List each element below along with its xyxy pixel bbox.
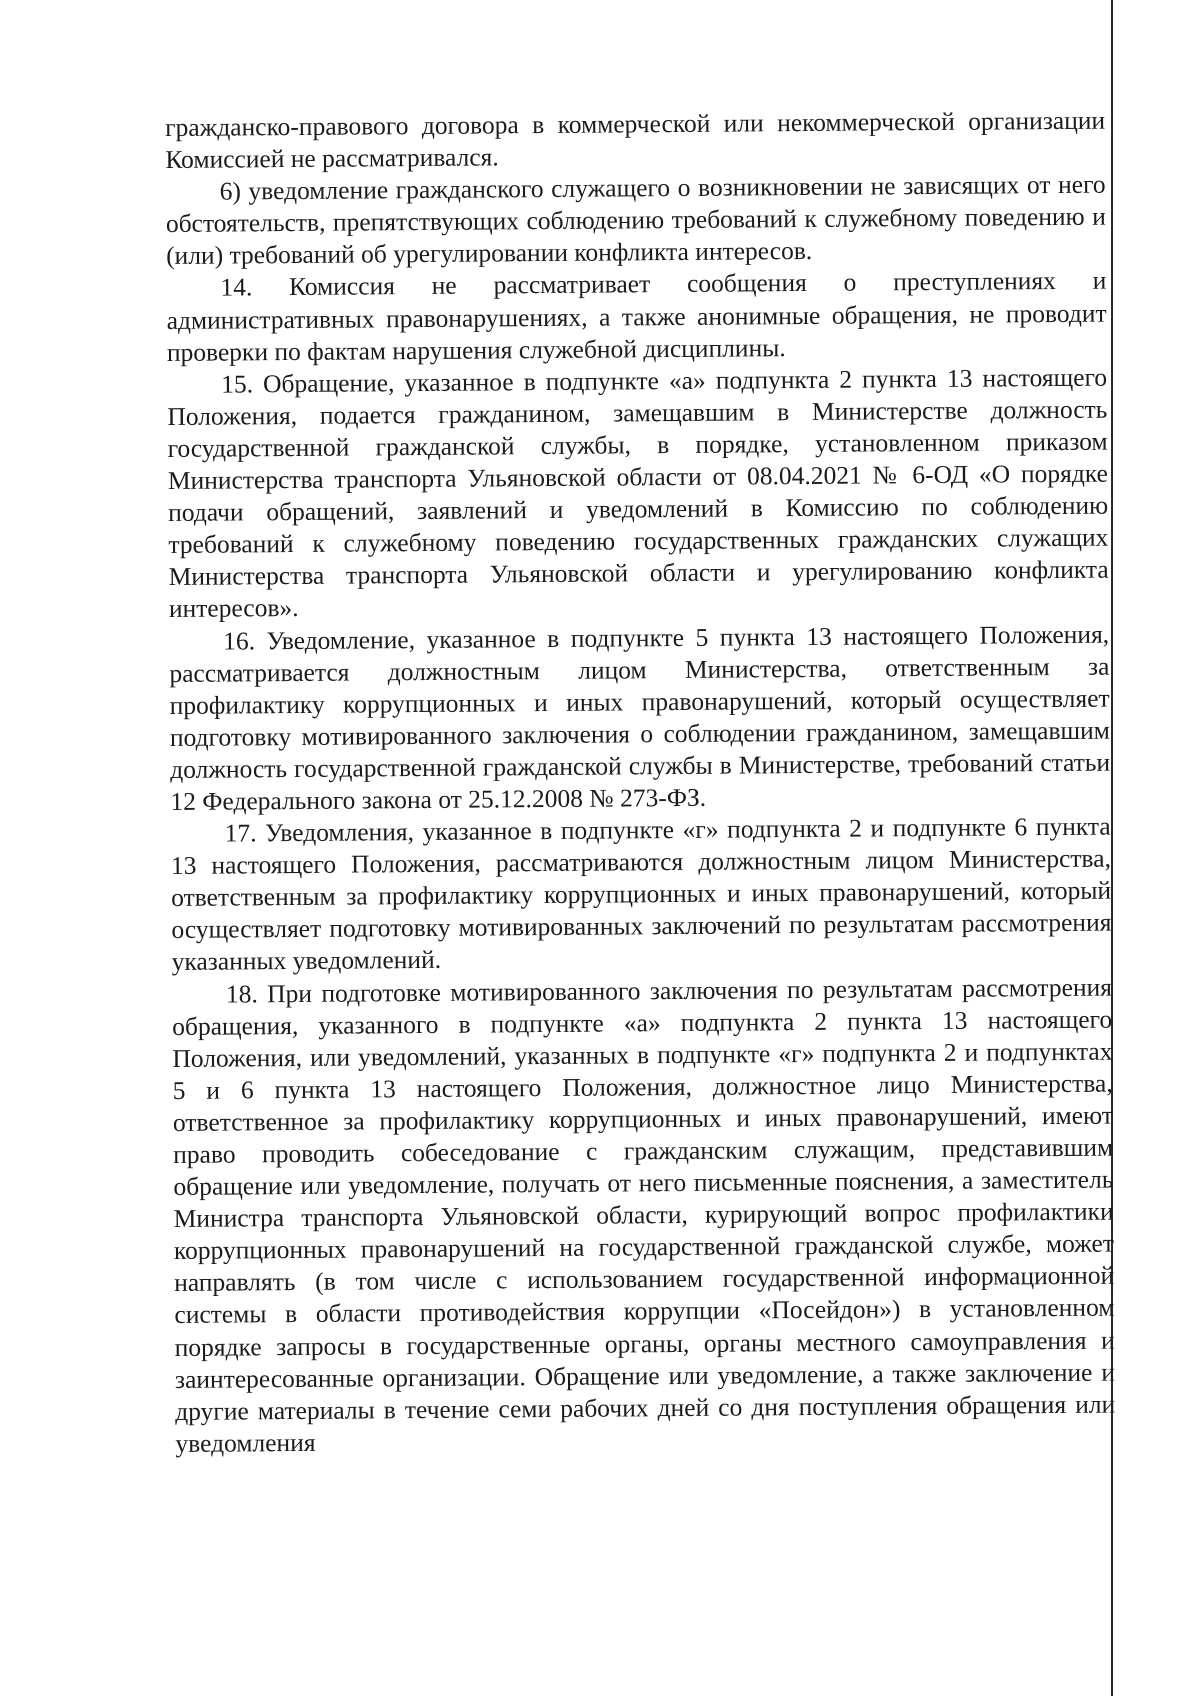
paragraph-17: 17. Уведомления, указанное в подпункте «г» подпункта 2 и подпункте 6 пункта 13 настоящего Положения, рассматриваются должностным лицом Министерства, ответственным за профилактику коррупционных и иных правонарушений, который осуществляет подготовку мотивированных заключений по результатам рассмотрения указанных уведомлений. bbox=[170, 811, 1112, 977]
paragraph-14: 14. Комиссия не рассматривает сообщения о преступлениях и административных правонарушениях, а также анонимные обращения, не проводит проверки по фактам нарушения служебной дисциплины. bbox=[166, 266, 1107, 367]
paragraph-continuation: гражданско-правового договора в коммерческой или некоммерческой организации Комиссией не рассматривался. bbox=[165, 105, 1106, 175]
document-body bbox=[165, 105, 1116, 1460]
paragraph-16: 16. Уведомление, указанное в подпункте 5 пункта 13 настоящего Положения, рассматривается должностным лицом Министерства, ответственным за профилактику коррупционных и иных правонарушений, который осуществляет подготовку мотивированного заключения о соблюдении гражданином, замещавшим должность государственной гражданской службы в Министерстве, требований статьи 12 Федерального закона от 25.12.2008 № 273-ФЗ. bbox=[169, 619, 1111, 816]
paragraph-15: 15. Обращение, указанное в подпункте «а» подпункта 2 пункта 13 настоящего Положения, подается гражданином, замещавшим в Министерстве должность государственной гражданской службы, в порядке, установленном приказом Министерства транспорта Ульяновской области от 08.04.2021 № 6-ОД «О порядке подачи обращений, заявлений и уведомлений в Комиссию по соблюдению требований к служебному поведению государственных гражданских служащих Министерства транспорта Ульяновской области и урегулированию конфликта интересов». bbox=[167, 362, 1109, 624]
paragraph-item-6: 6) уведомление гражданского служащего о возникновении не зависящих от него обстоятельств, препятствующих соблюдению требований к служебному поведению и (или) требований об урегулировании конфликта интересов. bbox=[165, 169, 1106, 271]
paragraph-18: 18. При подготовке мотивированного заключения по результатам рассмотрения обращения, указанного в подпункте «а» подпункта 2 пункта 13 настоящего Положения, или уведомлений, указанных в подпункте «г» подпункта 2 и подпунктах 5 и 6 пункта 13 настоящего Положения, должностное лицо Министерства, ответственное за профилактику коррупционных и иных правонарушений, имеют право проводить собеседование с гражданским служащим, представившим обращение или уведомление, получать от него письменные пояснения, а заместитель Министра транспорта Ульяновской области, курирующий вопрос профилактики коррупционных правонарушений на государственной гражданской службе, может направлять (в том числе с использованием государственной информационной системы в области противодействия коррупции «Посейдон») в установленном порядке запросы в государственные органы, органы местного самоуправления и заинтересованные организации. Обращение или уведомление, а также заключение и другие материалы в течение семи рабочих дней со дня поступления обращения или уведомления bbox=[172, 972, 1116, 1458]
